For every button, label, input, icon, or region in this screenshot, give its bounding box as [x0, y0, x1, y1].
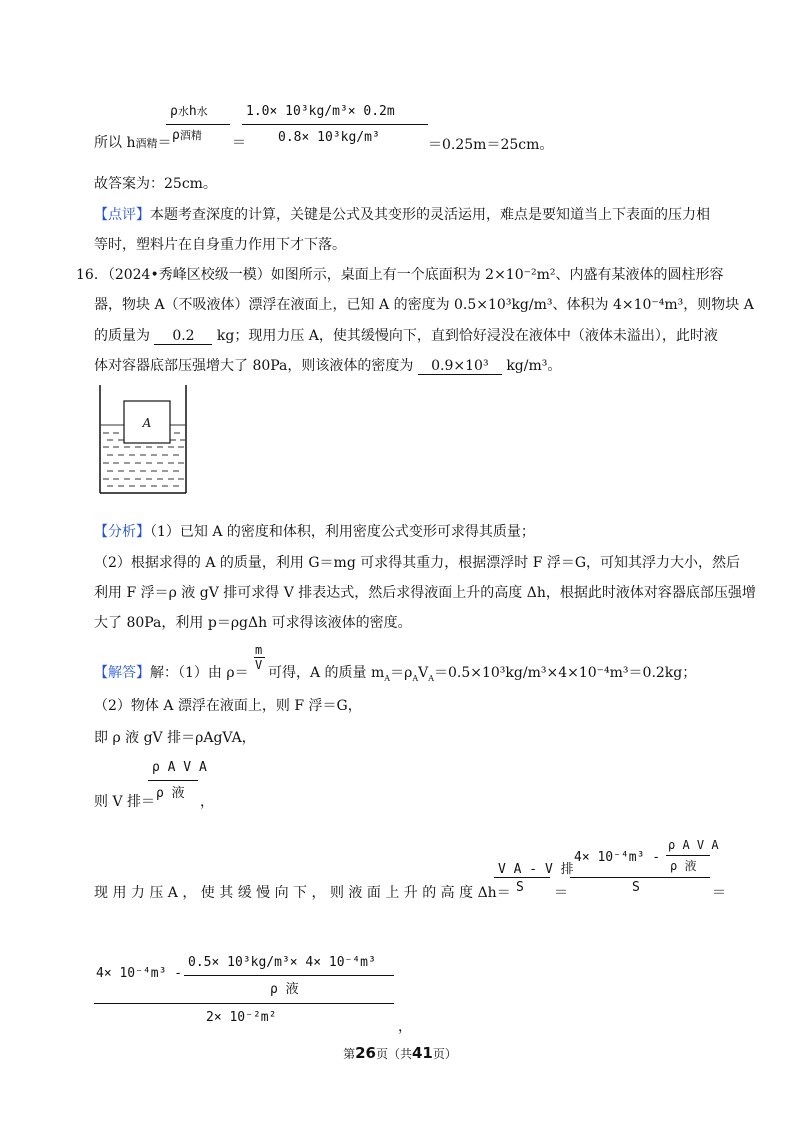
analysis-tag: 【分析】	[94, 524, 150, 540]
sol15-prefix: 所以 h酒精＝	[94, 135, 172, 151]
frac2-numerator: 1.0× 10³kg/m³× 0.2m	[246, 104, 395, 119]
analysis-line-2: （2）根据求得的 A 的质量，利用 G＝mg 可求得其重力，根据漂浮时 F 浮＝G，可知其浮力大小，然后	[94, 555, 741, 571]
solution-part2-line2: 即 ρ 液 gV 排＝ρAgVA，	[94, 730, 256, 746]
final-inner-num: 0.5× 10³kg/m³× 4× 10⁻⁴m³	[188, 955, 376, 970]
page-footer: 第26页（共41页）	[343, 1044, 457, 1062]
final-frac-line	[94, 1003, 394, 1004]
vpai-frac-line	[148, 780, 198, 781]
page-number: 26	[355, 1044, 376, 1062]
final-comma: ，	[398, 1019, 412, 1035]
dh-frac2-inner-line	[666, 855, 710, 856]
dh-eq-1: ＝	[554, 885, 568, 901]
solution-part2-line1: （2）物体 A 漂浮在液面上，则 F 浮＝G，	[94, 698, 362, 714]
solution-part1: 【解答】解：（1）由 ρ＝	[94, 665, 249, 681]
dh-frac2-inner-den: ρ 液	[670, 859, 697, 873]
dh-frac1-den: S	[516, 880, 524, 895]
sol15-result: ＝0.25m＝25cm。	[428, 137, 554, 153]
analysis-line-4: 大了 80Pa，利用 p＝ρgΔh 可求得该液体的密度。	[94, 615, 412, 631]
final-num-a: 4× 10⁻⁴m³ -	[96, 966, 183, 981]
comment-tag: 【点评】	[94, 207, 150, 223]
final-inner-den: ρ 液	[270, 982, 299, 997]
analysis-line-1: 【分析】（1）已知 A 的密度和体积，利用密度公式变形可求得其质量；	[94, 524, 535, 540]
answer-line: 故答案为：25cm。	[94, 176, 217, 192]
frac2-line	[242, 124, 428, 125]
dh-frac2-line	[570, 877, 710, 878]
q16-number: 16．	[76, 267, 108, 283]
solution-part3: 现 用 力 压 A ， 使 其 缓 慢 向 下 ， 则 液 面 上 升 的 高 度 Δh＝	[94, 885, 511, 901]
dh-eq-2: ＝	[712, 885, 726, 901]
solution-part2-line3: 则 V 排＝	[94, 794, 156, 810]
frac1-numerator: ρ水h水	[170, 104, 208, 119]
q16-line-2: 器，物块 A（不吸液体）漂浮在液面上，已知 A 的密度为 0.5×10³kg/m³、体积为 4×10⁻⁴m³，则物块 A	[94, 297, 754, 313]
solution-tag: 【解答】	[94, 665, 150, 681]
container-figure	[98, 385, 190, 495]
final-den: 2× 10⁻²m²	[206, 1010, 277, 1025]
dh-frac2-num-a: 4× 10⁻⁴m³ -	[574, 850, 661, 865]
final-inner-line	[184, 975, 394, 976]
frac1-line	[166, 124, 230, 125]
dh-frac2-inner-num: ρ A V A	[668, 838, 719, 852]
comment-line-2: 等时，塑料片在自身重力作用下才下落。	[94, 237, 346, 253]
density-frac-den: V	[255, 658, 263, 672]
vpai-frac-den: ρ 液	[156, 786, 185, 801]
answer-blank-1: 0.2	[154, 329, 212, 345]
frac1-denominator: ρ酒精	[172, 128, 202, 143]
comment-line-1: 【点评】本题考查深度的计算，关键是公式及其变形的灵活运用，难点是要知道当上下表面的压力相	[94, 207, 710, 223]
vpai-comma: ，	[200, 794, 214, 810]
q16-line-3: 的质量为 0.2 kg；现用力压 A，使其缓慢向下，直到恰好浸没在液体中（液体未溢出），此时液	[94, 328, 718, 344]
analysis-line-3: 利用 F 浮＝ρ 液 gV 排可求得 V 排表达式，然后求得液面上升的高度 Δh，根据此时液体对容器底部压强增	[94, 585, 756, 601]
answer-blank-2: 0.9×10³	[418, 359, 502, 375]
frac2-denominator: 0.8× 10³kg/m³	[278, 130, 380, 145]
total-pages: 41	[412, 1044, 433, 1062]
solution-part1-rest: 可得，A 的质量 $m_A=\rho_AV_A=0.5\times 10^3kg/m^3\times 4\times 10^{-4}m^3=0.2kg$；	[268, 665, 697, 683]
q16-line-1: 16．（2024•秀峰区校级一模）如图所示，桌面上有一个底面积为 2×10⁻²m²、内盛有某液体的圆柱形容	[76, 267, 724, 283]
block-a-label: A	[142, 416, 152, 430]
density-frac-num: m	[255, 643, 263, 657]
sol15-eq: ＝	[232, 135, 246, 151]
dh-frac1-num: V A - V 排	[498, 862, 574, 877]
dh-frac2-den: S	[632, 880, 640, 895]
dh-frac1-line	[494, 877, 550, 878]
vpai-frac-num: ρ A V A	[152, 760, 207, 775]
q16-line-4: 体对容器底部压强增大了 80Pa，则该液体的密度为 0.9×10³ kg/m³。	[94, 358, 562, 374]
